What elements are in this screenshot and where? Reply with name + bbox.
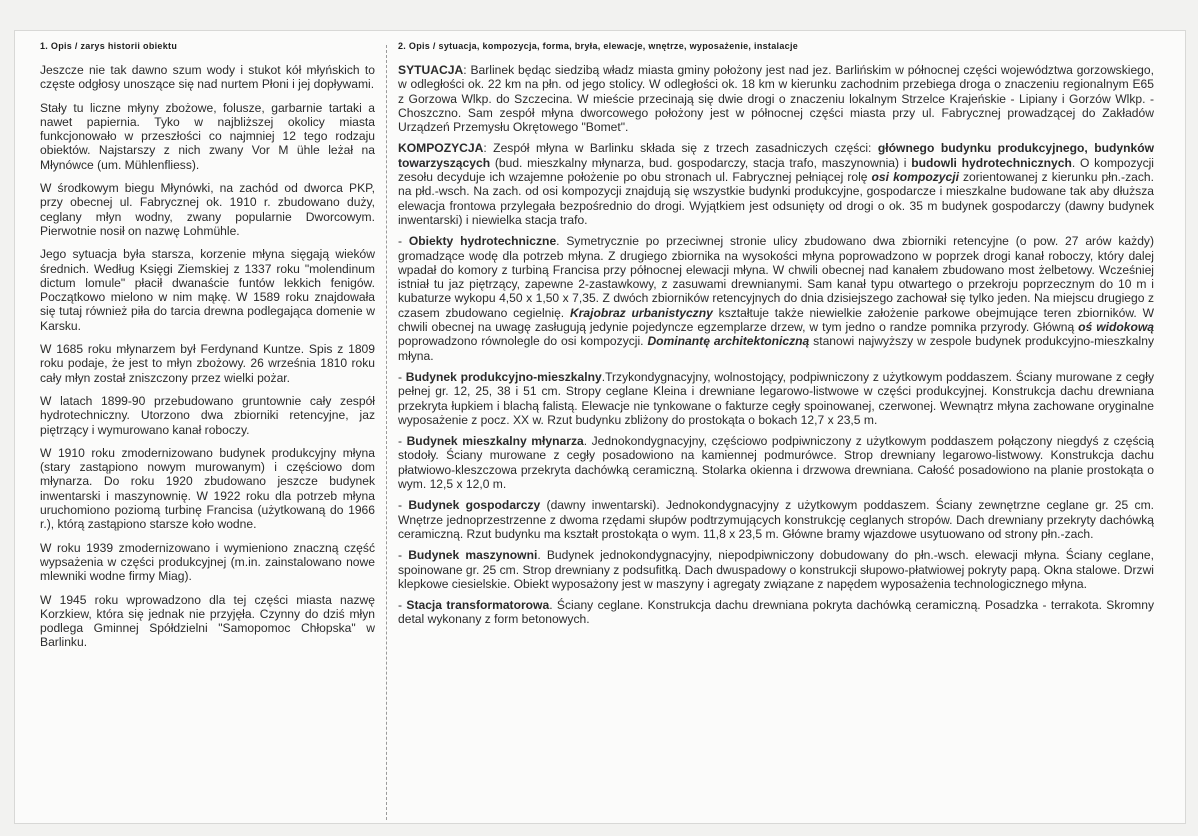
mieszkalny-text: . Jednokondygnacyjny, częściowo podpiwniczony z użytkowym poddaszem połączony niegdyś z częścią stodoły. Ściany murowane z cegły posadowiono na kamiennej podmurówce. Strop drewniany legarowo-listwowy. Konstrukcja dachu płatwiowo-kleszczowa przekryta dachówką ceramiczną. Stolarka okienna i drzwowa drewniana. Całość posadowiono na planie prostokąta o wym. 12,5 x 12,0 m.: [398, 434, 1154, 492]
kompozycja-term: budowli hydrotechnicznych: [911, 155, 1072, 170]
history-paragraph: Jego sytuacja była starsza, korzenie młyna sięgają wieków średnich. Według Księgi Ziemskiej z 1337 roku "molendinum dictum lomule" płacił dwanaście funtów lekkich fenigów. Początkowo mielono w nim mąkę. W 1589 roku znajdowała się tutaj również piła do tarcia drewna podlegająca domenie w Karsku.: [40, 247, 375, 333]
history-column: [40, 40, 375, 659]
produkcyjny-text: .Trzykondygnacyjny, wolnostojący, podpiwniczony z użytkowym poddaszem. Ściany murowane z cegły pełnej gr. 12, 25, 38 i 51 cm. Stropy ceglane Kleina i drewniane legarowo-listwowe w części produkcyjnej. Konstrukcja dachu drewniana przekryta łupkiem i blachą falistą. Elewacje nie tynkowane o fakturze cegły spoinowanej, czerwonej. Wewnątrz młyna zachowane oryginalne wyposażenie z pocz. XX w. Rzut budynku zbliżony do prostokąta o bokach 12,7 x 23,5 m.: [398, 369, 1155, 427]
stacja-dash: -: [398, 598, 407, 613]
sytuacja-paragraph: [398, 63, 1154, 134]
history-paragraph: Jeszcze nie tak dawno szum wody i stukot kół młyńskich to częste odgłosy unoszące się nad nurtem Płoni i jej dopływami.: [40, 63, 375, 92]
gospodarczy-paragraph: [398, 498, 1154, 541]
sytuacja-label: SYTUACJA: [398, 63, 464, 77]
kompozycja-label: KOMPOZYCJA: [398, 141, 484, 156]
stacja-paragraph: [398, 598, 1154, 627]
maszynowni-text: . Budynek jednokondygnacyjny, niepodpiwniczony dobudowany do płn.-wsch. elewacji młyna. Ściany ceglane, spoinowane gr. 25 cm. Strop drewniany z podsufitką. Dach dwuspadowy o konstrukcji słupowo-płatwiowej pokryty papą. Okna stalowe. Drzwi klepkowe ciesielskie. Obiekt wyposażony jest w maszyny i agregaty związane z napędem wyposażenia technologicznego młyna.: [398, 548, 1154, 591]
kompozycja-text: zorientowanej z kierunku płn.-zach. na płd.-wsch. Na zach. od osi kompozycji znajdują się wszystkie budynki produkcyjne, gospodarcze i mieszkalne budowane tak aby dłuższa elewacja frontowa przylegała bezpośrednio do drogi. Wyjątkiem jest odsunięty od drogi o ok. 35 m budynek gospodarczy (dawny budynek inwentarski) i niewielka stacja trafo.: [398, 170, 1154, 227]
hydro-italic-term: Dominantę architektoniczną: [647, 334, 810, 349]
column-divider: [386, 45, 387, 820]
kompozycja-term: głównego budynku produkcyjnego, budynków towarzyszących: [398, 141, 1154, 170]
sytuacja-text: : Barlinek będąc siedzibą władz miasta gminy położony jest nad jez. Barlińskim w północnej części województwa gorzowskiego, w odległości ok. 22 km na płn. od jego stolicy. W odległości ok. 18 km w kierunku zachodnim przebiega droga o znaczeniu regionalnym E65 z Gorzowa Wlkp. do Szczecina. W mieście przecinają się dwie drogi o znaczeniu lokalnym Strzelce Krajeńskie - Lipiany i Gorzów Wlkp. - Choszczno. Sam zespół młyna dworcowego położony jest w północnej części miasta przy ul. Fabrycznej prowadzącej do Zakładów Urządzeń Przemysłu Okrętowego "Bomet".: [398, 63, 1154, 135]
kompozycja-text: : Zespół młyna w Barlinku składa się z trzech zasadniczych części:: [483, 141, 878, 156]
history-paragraph: W latach 1899-90 przebudowano gruntownie cały zespół hydrotechniczny. Utorzono dwa zbiorniki retencyjne, jaz piętrzący i wymurowano kanał roboczy.: [40, 393, 375, 437]
produkcyjny-label: Budynek produkcyjno-mieszkalny: [405, 369, 602, 384]
mieszkalny-paragraph: [398, 434, 1154, 491]
maszynowni-dash: -: [398, 548, 409, 563]
hydro-text: stanowi najwyższy w zespole budynek produkcyjno-mieszkalny młyna.: [398, 334, 1154, 363]
mieszkalny-label: Budynek mieszkalny młynarza: [406, 434, 584, 449]
hydro-label: Obiekty hydrotechniczne: [408, 234, 557, 249]
hydro-italic-term: Krajobraz urbanistyczny: [569, 305, 713, 320]
history-paragraph: Stały tu liczne młyny zbożowe, folusze, garbarnie tartaki a nawet papiernia. Tyko w najbliższej okolicy miasta funkcjonowało w przeszłości co najmniej 12 tego rodzaju obiektów. Najstarszy z nich zwany Vor M ühle leżał na Młynówce (um. Mühlenfliess).: [40, 100, 375, 172]
mieszkalny-dash: -: [398, 434, 407, 449]
history-header: 1. Opis / zarys historii obiektu: [40, 41, 178, 51]
hydro-dash: -: [398, 234, 409, 249]
history-paragraph: W środkowym biegu Młynówki, na zachód od dworca PKP, przy obecnej ul. Fabrycznej ok. 1910 r. zbudowano duży, ceglany młyn wodny, zwany popularnie Dworcowym. Pierwotnie nosił on nazwę Lohmühle.: [40, 181, 375, 238]
kompozycja-paragraph: [398, 141, 1154, 227]
kompozycja-italic-term: osi kompozycji: [871, 170, 959, 185]
kompozycja-text: (bud. mieszkalny młynarza, bud. gospodarczy, stacja trafo, maszynownia) i: [490, 155, 912, 170]
hydro-text: . Symetrycznie po przeciwnej stronie ulicy zbudowano dwa zbiorniki retencyjne (o pow. 27 arów każdy) gromadzące wodę dla potrzeb młyna. Z drugiego zbiornika na wysokości młyna poprowadzono w poprzek drogi kanał roboczy, który dalej wpadał do komory z turbiną Francisa przy północnej elewacji młyna. W chwili obecnej nad kanałem zbudowano most żelbetowy. Wcześniej istniał tu jaz piętrzący, zapewne 2-zastawkowy, z zasuwami drewnianymi. Sam kanał typu otwartego o przekroju poprzecznym do 10 m i kubaturze wykopu 4,50 x 1,50 x 7,35. Z dwóch zbiorników retencyjnych do dnia dzisiejszego zachował się tylko jeden. Na miejscu drugiego z czasem zbudowano cegielnię.: [398, 234, 1154, 320]
hydro-text: kształtuje także niewielkie założenie parkowe obejmujące teren zbiorników. W chwili obecnej na uwagę zasługują jedynie pojedyncze egzemplarze drzew, w tym jedno o randze pomnika przyrody. Główną: [398, 305, 1154, 335]
produkcyjny-dash: -: [398, 369, 406, 384]
hydro-italic-term: oś widokową: [1078, 320, 1154, 335]
hydro-text: poprowadzono równolegle do osi kompozycji.: [398, 334, 648, 349]
maszynowni-label: Budynek maszynowni: [408, 548, 538, 563]
maszynowni-paragraph: [398, 548, 1154, 591]
stacja-label: Stacja transformatorowa: [406, 598, 550, 613]
history-paragraph: W 1910 roku zmodernizowano budynek produkcyjny młyna (stary zastąpiono nowym murowanym) i częściowo dom młynarza. Do roku 1920 zbudowano jeszcze budynek inwentarski i maszynownię. W 1922 roku dla potrzeb młyna uruchomiono poziomą turbinę Francisa (użytkowaną do 1966 r.), którą zastąpiono starsze koło wodne.: [40, 445, 375, 532]
produkcyjny-paragraph: [398, 370, 1154, 427]
hydro-paragraph: [398, 234, 1154, 363]
gospodarczy-label: Budynek gospodarczy: [408, 498, 541, 513]
description-header: 2. Opis / sytuacja, kompozycja, forma, bryła, elewacje, wnętrze, wyposażenie, instalacje: [398, 41, 799, 51]
gospodarczy-dash: -: [398, 498, 409, 513]
stacja-text: . Ściany ceglane. Konstrukcja dachu drewniana pokryta dachówką ceramiczną. Posadzka - terrakota. Skromny detal wykonany z form betonowych.: [398, 598, 1155, 627]
history-paragraph: W roku 1939 zmodernizowano i wymieniono znaczną część wypsażenia w części produkcyjnej (m.in. zainstalowano nowe mlewniki wodne firmy Miag).: [40, 540, 375, 584]
history-paragraph: W 1945 roku wprowadzono dla tej części miasta nazwę Korzkiew, która się jednak nie przyjęła. Czynny do dziś młyn podlega Gminnej Spółdzielni "Samopomoc Chłopska" w Barlinku.: [40, 592, 375, 650]
kompozycja-text: . O kompozycji zesołu decyduje ich wzajemne położenie po obu stronach ul. Fabrycznej pełniącej rolę: [398, 155, 1154, 185]
history-paragraph: W 1685 roku młynarzem był Ferdynand Kuntze. Spis z 1809 roku podaje, że jest to młyn zbożowy. 26 września 1810 roku cały młyn został zniszczony przez wielki pożar.: [40, 342, 375, 385]
description-column: [398, 40, 1154, 634]
gospodarczy-text: (dawny inwentarski). Jednokondygnacyjny z użytkowym poddaszem. Ściany zewnętrzne ceglane gr. 25 cm. Wnętrze jednoprzestrzenne z dwoma rzędami słupów podtrzymujących konstrukcję ceglanych stropów. Dach drewniany przekryty dachówką ceramiczną. Rzut budynku ma kształt prostokąta o wym. 11,8 x 23,5 m. Główne bramy wjazdowe usytuowano od strony płn.-zach.: [398, 498, 1155, 541]
